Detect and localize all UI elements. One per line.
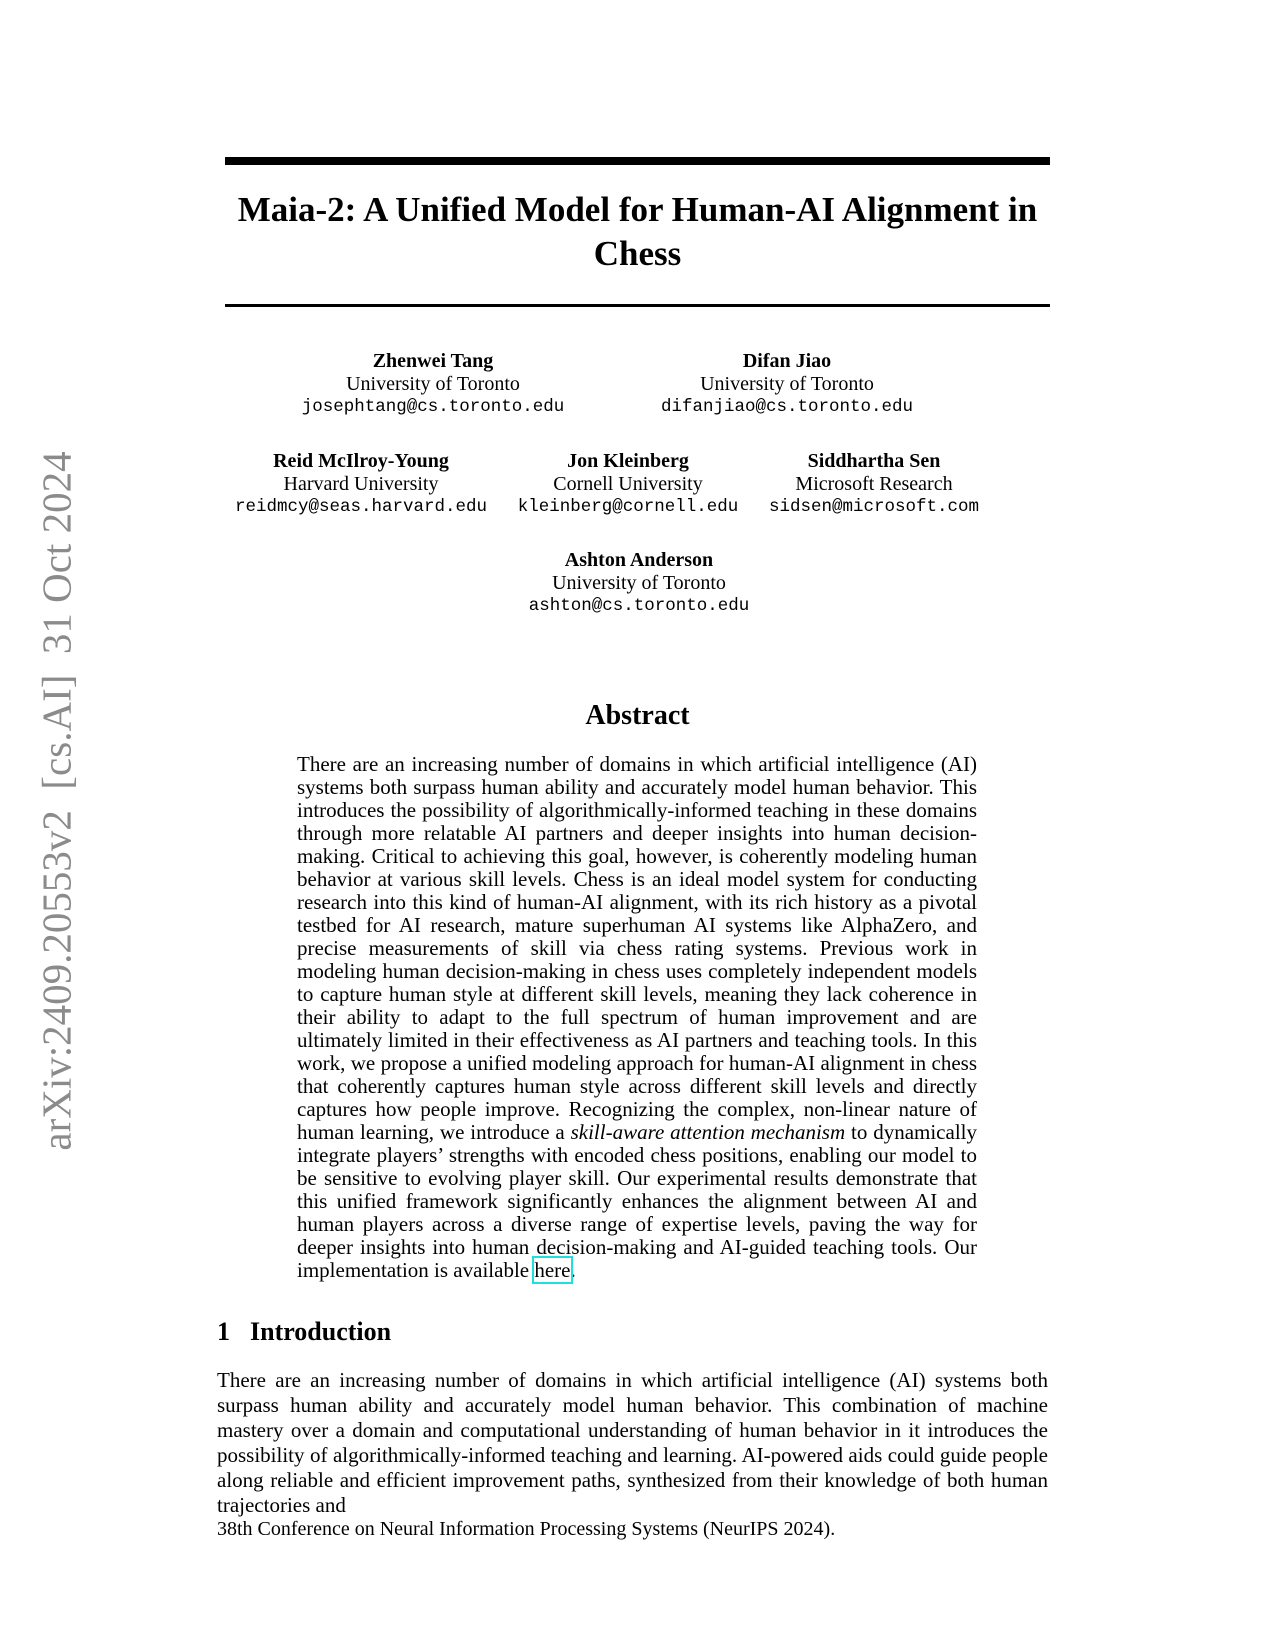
- author-affiliation: University of Toronto: [346, 373, 520, 395]
- title-rule-top: [225, 157, 1050, 165]
- author-name: Difan Jiao: [742, 350, 832, 372]
- author-email: reidmcy@seas.harvard.edu: [234, 497, 488, 517]
- author-name: Siddhartha Sen: [807, 450, 941, 472]
- author-block-siddhartha-sen: [769, 450, 979, 519]
- introduction-paragraph: There are an increasing number of domains in which artificial intelligence (AI) systems both surpass human ability and accurately model human behavior. This combination of machine mastery over a domain and computational understanding of human behavior in it introduces the possibility of algorithmically-informed teaching and learning. AI-powered aids could guide people along reliable and efficient improvement paths, synthesized from their knowledge of both human trajectories and: [217, 1368, 1048, 1517]
- author-affiliation: Cornell University: [553, 473, 703, 495]
- section-number: 1: [217, 1317, 230, 1346]
- paper-title-line2: Chess: [593, 234, 682, 273]
- author-name: Ashton Anderson: [564, 549, 714, 571]
- implementation-here-link[interactable]: here: [534, 1258, 571, 1282]
- section-title: Introduction: [250, 1317, 392, 1346]
- abstract-part1: There are an increasing number of domains in which artificial intelligence (AI) systems both surpass human ability and accurately model human behavior. This introduces the possibility of algorithmically-informed teaching in these domains through more relatable AI partners and deeper insights into human decision-making. Critical to achieving this goal, however, is coherently modeling human behavior at various skill levels. Chess is an ideal model system for conducting research into this kind of human-AI alignment, with its rich history as a pivotal testbed for AI research, mature superhuman AI systems like AlphaZero, and precise measurements of skill via chess rating systems. Previous work in modeling human decision-making in chess uses completely independent models to capture human style at different skill levels, meaning they lack coherence in their ability to adapt to the full spectrum of human improvement and are ultimately limited in their effectiveness as AI partners and teaching tools. In this work, we propose a unified modeling approach for human-AI alignment in chess that coherently captures human style across different skill levels and directly captures how people improve. Recognizing the complex, non-linear nature of human learning, we introduce a: [297, 752, 977, 1144]
- author-email: difanjiao@cs.toronto.edu: [660, 397, 914, 417]
- author-email: ashton@cs.toronto.edu: [528, 596, 750, 616]
- paper-title-line1: Maia-2: A Unified Model for Human-AI Alignment in: [237, 190, 1038, 229]
- abstract-text: [297, 753, 977, 1282]
- author-affiliation: University of Toronto: [552, 572, 726, 594]
- author-affiliation: Microsoft Research: [795, 473, 953, 495]
- abstract-after-link: .: [570, 1258, 576, 1282]
- arxiv-watermark: arXiv:2409.20553v2 [cs.AI] 31 Oct 2024: [33, 451, 80, 1151]
- abstract-part2: to dynamically integrate players’ strengths with encoded chess positions, enabling our model to be sensitive to evolving player skill. Our experimental results demonstrate that this unified framework significantly enhances the alignment between AI and human players across a diverse range of expertise levels, paving the way for deeper insights into human decision-making and AI-guided teaching tools. Our implementation is available: [297, 1120, 977, 1282]
- author-block-reid-mcilroy-young: [235, 450, 487, 519]
- abstract-heading: Abstract: [585, 700, 690, 731]
- abstract-italic-phrase: skill-aware attention mechanism: [570, 1120, 846, 1144]
- author-affiliation: Harvard University: [283, 473, 439, 495]
- author-block-jon-kleinberg: [518, 450, 739, 519]
- author-email: sidsen@microsoft.com: [768, 497, 980, 517]
- author-name: Reid McIlroy-Young: [273, 450, 449, 472]
- author-block-ashton-anderson: [529, 549, 750, 618]
- author-block-zhenwei-tang: [302, 350, 565, 419]
- conference-footnote: 38th Conference on Neural Information Processing Systems (NeurIPS 2024).: [217, 1518, 836, 1540]
- paper-title: [225, 188, 1050, 276]
- author-name: Zhenwei Tang: [372, 350, 494, 372]
- author-block-difan-jiao: [661, 350, 913, 419]
- author-email: kleinberg@cornell.edu: [517, 497, 739, 517]
- title-rule-bottom: [225, 304, 1050, 307]
- author-email: josephtang@cs.toronto.edu: [301, 397, 565, 417]
- author-affiliation: University of Toronto: [700, 373, 874, 395]
- author-name: Jon Kleinberg: [567, 450, 689, 472]
- section-heading-introduction: [217, 1317, 391, 1347]
